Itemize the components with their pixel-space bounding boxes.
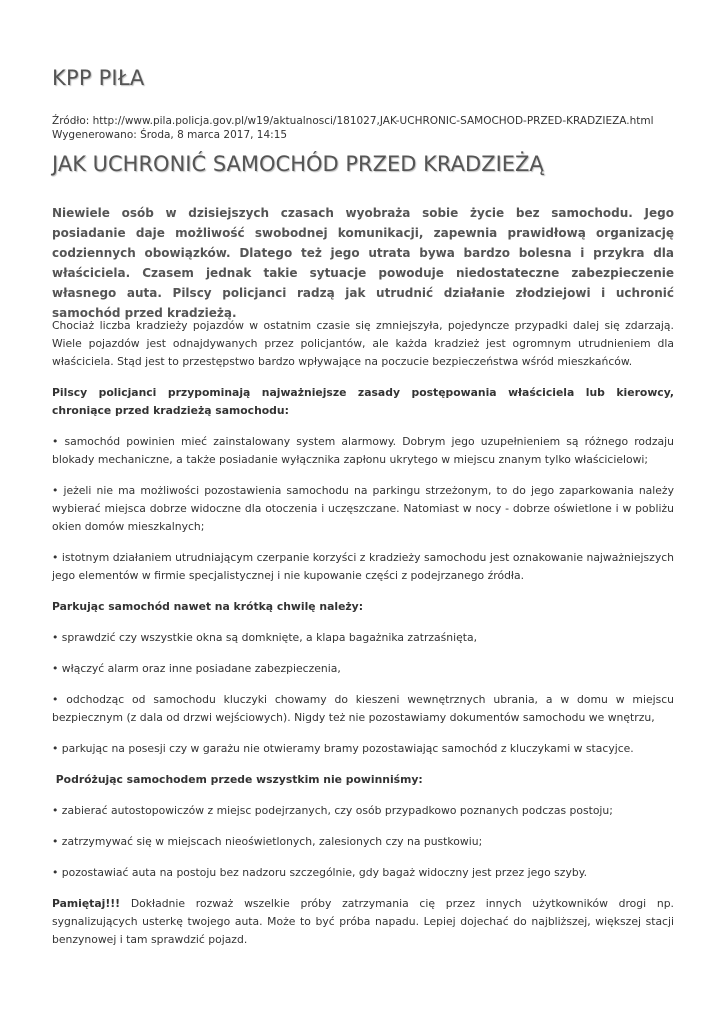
parking-item: • parkując na posesji czy w garażu nie otwieramy bramy pozostawiając samochód z kluczykami w stacyjce.	[52, 742, 634, 755]
rule-item: • samochód powinien mieć zainstalowany system alarmowy. Dobrym jego uzupełnieniem są różnego rodzaju blokady mechaniczne, a także posiadanie wyłącznika zapłonu ukrytego w miejscu znanym tylko właścicielowi;	[52, 435, 674, 466]
source-line: Źródło: http://www.pila.policja.gov.pl/w19/aktualnosci/181027,JAK-UCHRONIC-SAMOCHOD-PRZED-KRADZIEZA.html	[52, 115, 654, 127]
travel-item: • pozostawiać auta na postoju bez nadzoru szczególnie, gdy bagaż widoczny jest przez jego szyby.	[52, 866, 588, 879]
site-title: KPP PIŁA	[52, 66, 145, 90]
document-meta	[52, 114, 654, 142]
generated-line: Wygenerowano: Środa, 8 marca 2017, 14:15	[52, 129, 288, 141]
article-title: JAK UCHRONIĆ SAMOCHÓD PRZED KRADZIEŻĄ	[52, 152, 544, 176]
rule-item: • istotnym działaniem utrudniającym czerpanie korzyści z kradzieży samochodu jest oznakowanie najważniejszych jego elementów w firmie specjalistycznej i nie kupowanie części z podejrzanego źródła.	[52, 551, 674, 582]
intro-paragraph: Chociaż liczba kradzieży pojazdów w ostatnim czasie się zmniejszyła, pojedyncze przypadki dalej się zdarzają. Wiele pojazdów jest odnajdywanych przez policjantów, ale każda kradzież jest ogromnym utrudnieniem dla właściciela. Stąd jest to przestępstwo bardzo wpływające na poczucie bezpieczeństwa wśród mieszkańców.	[52, 319, 674, 368]
remember-paragraph	[52, 895, 674, 949]
remember-text: Dokładnie rozważ wszelkie próby zatrzymania cię przez innych użytkowników drogi np. sygnalizujących usterkę twojego auta. Może to być próba napadu. Lepiej dojechać do najbliższej, większej stacji benzynowej i tam sprawdzić pojazd.	[52, 897, 674, 946]
travel-heading: Podróżując samochodem przede wszystkim nie powinniśmy:	[52, 773, 423, 786]
travel-item: • zatrzymywać się w miejscach nieoświetlonych, zalesionych czy na pustkowiu;	[52, 835, 483, 848]
rules-heading: Pilscy policjanci przypominają najważniejsze zasady postępowania właściciela lub kierowcy, chroniące przed kradzieżą samochodu:	[52, 386, 674, 417]
remember-label: Pamiętaj!!!	[52, 897, 121, 910]
parking-heading: Parkując samochód nawet na krótką chwilę należy:	[52, 600, 364, 613]
parking-item: • włączyć alarm oraz inne posiadane zabezpieczenia,	[52, 662, 341, 675]
parking-item: • sprawdzić czy wszystkie okna są domknięte, a klapa bagażnika zatrzaśnięta,	[52, 631, 478, 644]
article-lead: Niewiele osób w dzisiejszych czasach wyobraża sobie życie bez samochodu. Jego posiadanie daje możliwość swobodnej komunikacji, zapewnia prawidłową organizację codziennych obowiązków. Dlatego też jego utrata bywa bardzo bolesna i przykra dla właściciela. Czasem jednak takie sytuacje powoduje niedostateczne zabezpieczenie własnego auta. Pilscy policjanci radzą jak utrudnić działanie złodziejowi i uchronić samochód przed kradzieżą.	[52, 206, 674, 320]
article-body	[52, 317, 674, 962]
travel-item: • zabierać autostopowiczów z miejsc podejrzanych, czy osób przypadkowo poznanych podczas postoju;	[52, 804, 613, 817]
rule-item: • jeżeli nie ma możliwości pozostawienia samochodu na parkingu strzeżonym, to do jego zaparkowania należy wybierać miejsca dobrze widoczne dla otoczenia i uczęszczane. Natomiast w nocy - dobrze oświetlone i w pobliżu okien domów mieszkalnych;	[52, 484, 674, 533]
parking-item: • odchodząc od samochodu kluczyki chowamy do kieszeni wewnętrznych ubrania, a w domu w miejscu bezpiecznym (z dala od drzwi wejściowych). Nigdy też nie pozostawiamy dokumentów samochodu we wnętrzu,	[52, 693, 674, 724]
